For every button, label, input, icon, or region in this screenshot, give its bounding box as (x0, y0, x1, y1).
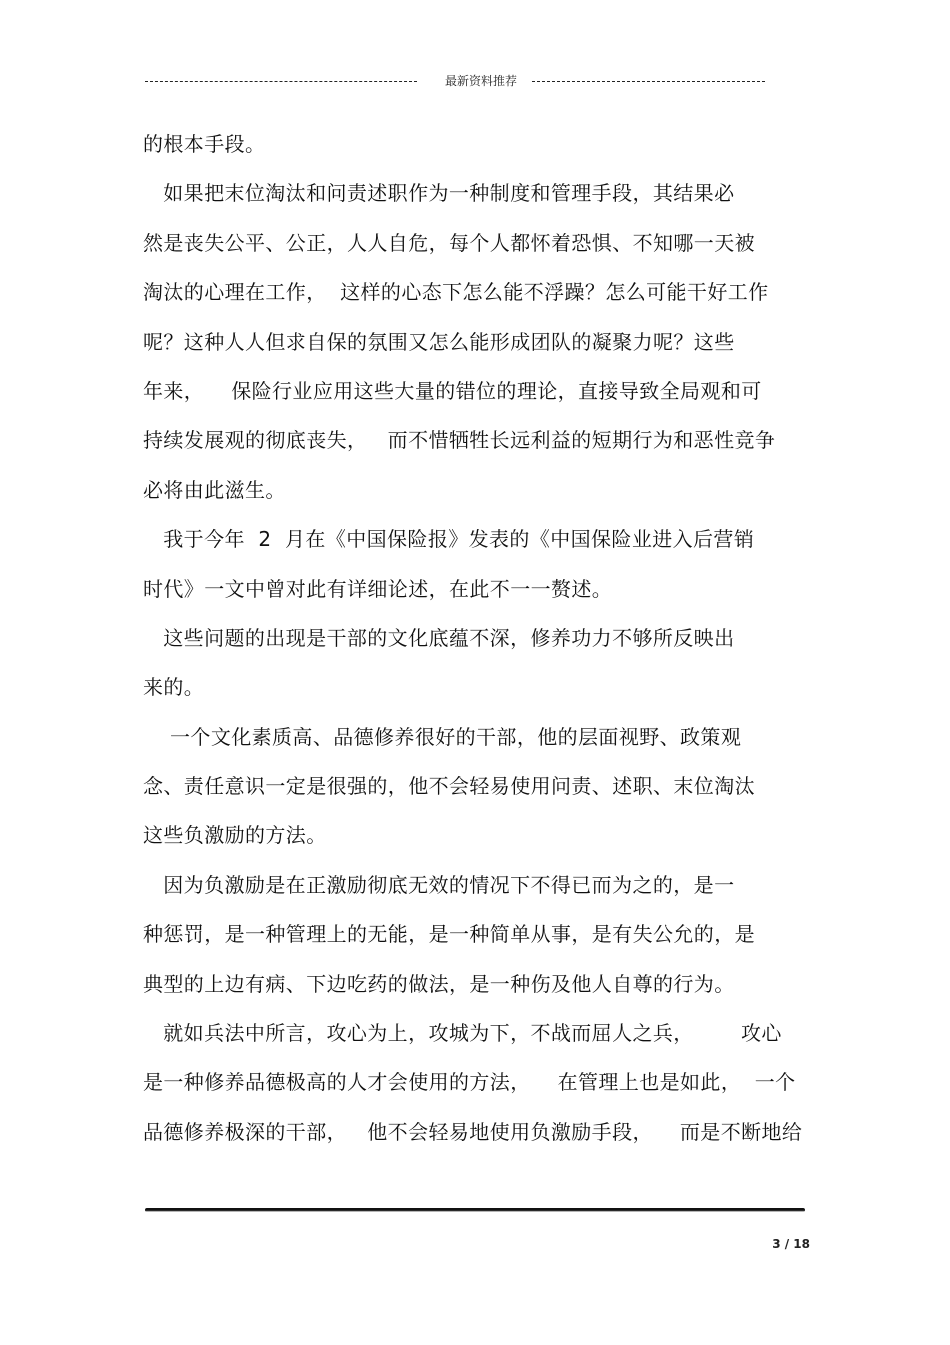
text-line: 一个文化素质高、品德修养很好的干部，他的层面视野、政策观 (143, 724, 742, 749)
text-line: 必将由此滋生。 (143, 477, 286, 502)
header-dash-right (532, 81, 765, 82)
footer-rule (145, 1208, 805, 1212)
document-body (143, 120, 813, 1157)
text-line: 典型的上边有病、下边吃药的做法，是一种伤及他人自尊的行为。 (143, 971, 735, 996)
text-line: 我于今年 2 月在《中国保险报》发表的《中国保险业进入后营销 (143, 527, 755, 552)
text-line: 时代》一文中曾对此有详细论述，在此不一一赘述。 (143, 576, 613, 601)
text-line: 是一种修养品德极高的人才会使用的方法， 在管理上也是如此， 一个 (143, 1070, 796, 1095)
text-line: 然是丧失公平、公正，人人自危，每个人都怀着恐惧、不知哪一天被 (143, 230, 755, 255)
text-line: 的根本手段。 (143, 132, 266, 156)
text-line: 淘汰的心理在工作， 这样的心态下怎么能不浮躁？怎么可能干好工作 (143, 280, 769, 305)
text-line: 来的。 (143, 675, 205, 700)
header-dash-left (145, 81, 417, 82)
page-header (145, 72, 765, 92)
text-line: 念、责任意识一定是很强的，他不会轻易使用问责、述职、末位淘汰 (143, 774, 755, 799)
text-line: 这些问题的出现是干部的文化底蕴不深，修养功力不够所反映出 (143, 625, 735, 650)
text-line: 种惩罚，是一种管理上的无能，是一种简单从事，是有失公允的，是 (143, 922, 755, 947)
text-line: 年来， 保险行业应用这些大量的错位的理论，直接导致全局观和可 (143, 378, 762, 403)
text-line: 呢？这种人人但求自保的氛围又怎么能形成团队的凝聚力呢？这些 (143, 329, 735, 354)
text-line: 这些负激励的方法。 (143, 823, 327, 848)
text-line: 持续发展观的彻底丧失， 而不惜牺牲长远利益的短期行为和恶性竞争 (143, 428, 776, 453)
text-line: 品德修养极深的干部， 他不会轻易地使用负激励手段， 而是不断地给 (143, 1119, 803, 1144)
header-title: 最新资料推荐 (445, 74, 518, 88)
page-number: 3 / 18 (772, 1237, 810, 1251)
text-line: 就如兵法中所言，攻心为上，攻城为下，不战而屈人之兵， 攻心 (143, 1021, 782, 1046)
text-line: 如果把末位淘汰和问责述职作为一种制度和管理手段，其结果必 (143, 181, 735, 206)
text-line: 因为负激励是在正激励彻底无效的情况下不得已而为之的，是一 (143, 872, 735, 897)
